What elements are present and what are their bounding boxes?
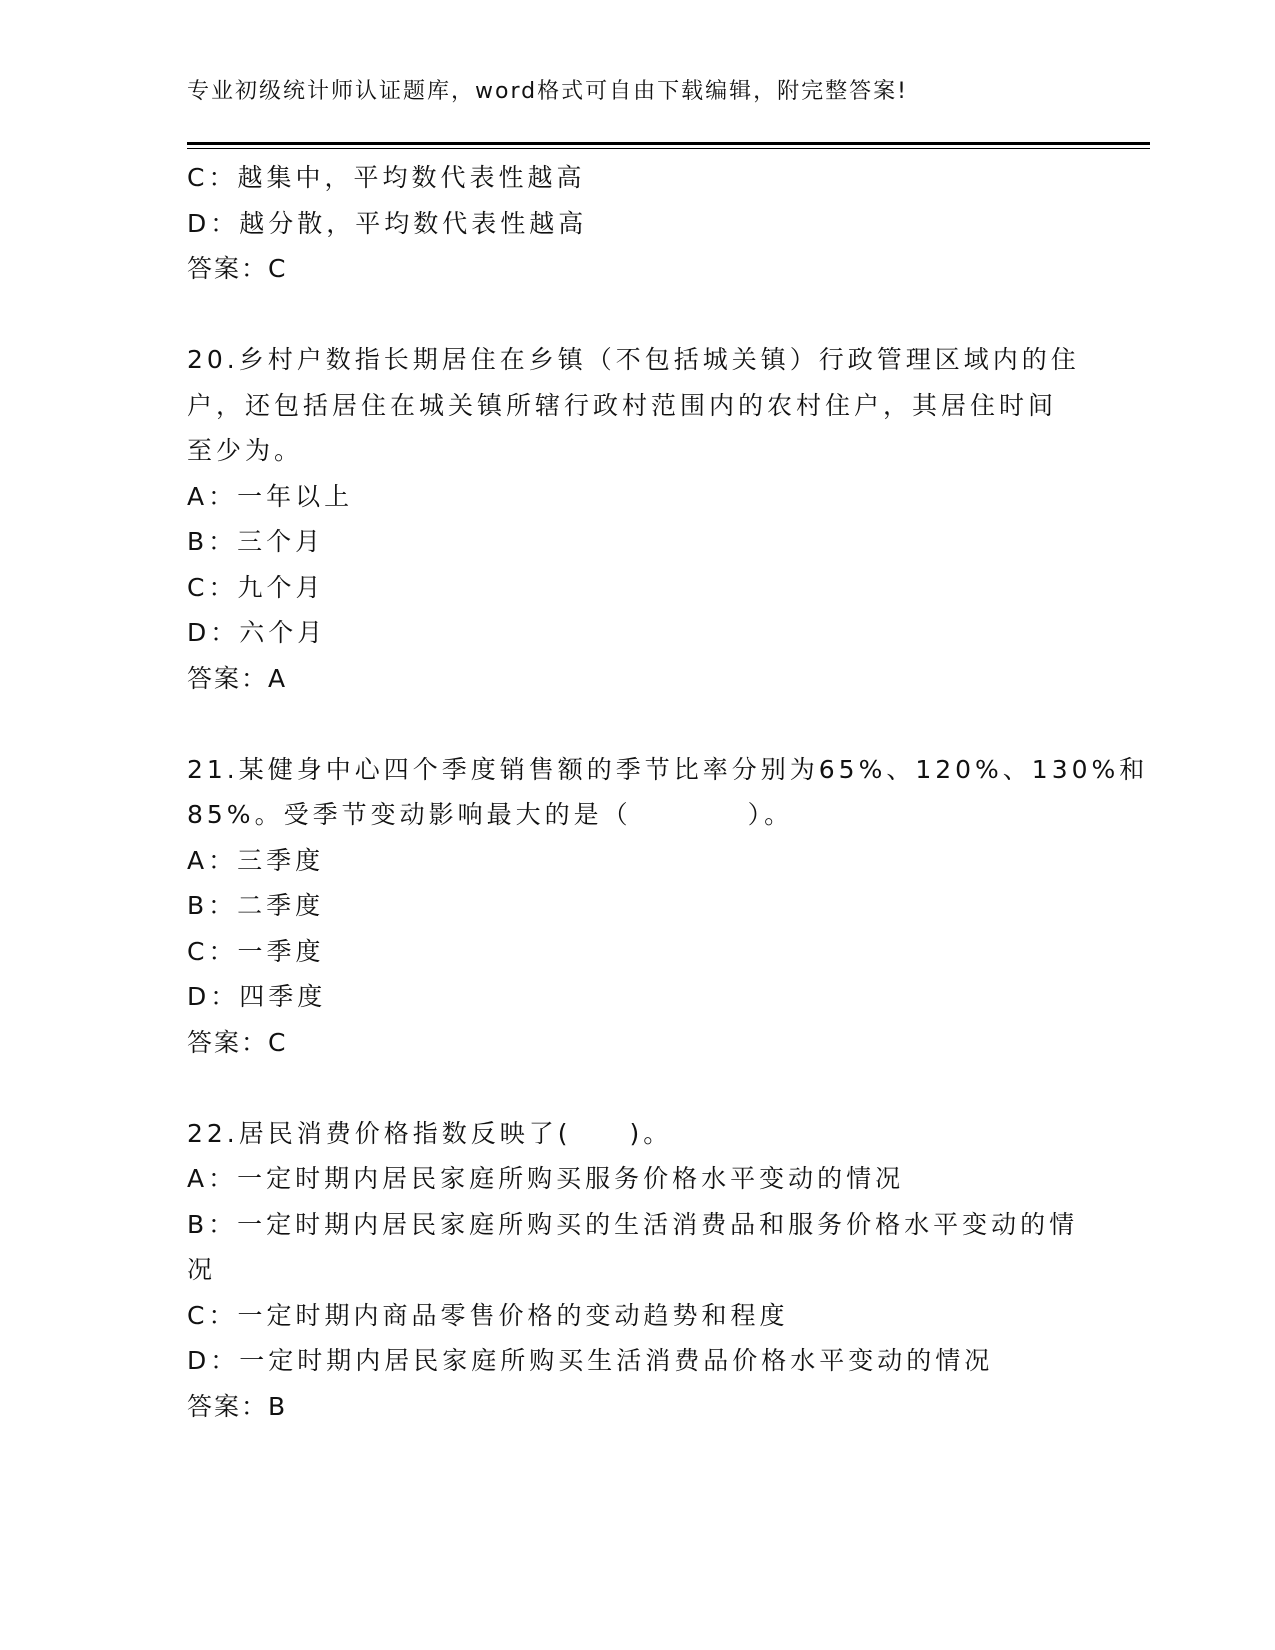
q20-option-a: A：一年以上 xyxy=(187,481,354,511)
q20-answer: 答案：A xyxy=(187,663,288,693)
q22-option-a: A：一定时期内居民家庭所购买服务价格水平变动的情况 xyxy=(187,1164,905,1193)
q21-option-d: D：四季度 xyxy=(187,982,327,1011)
q19-answer: 答案：C xyxy=(187,254,288,283)
question-content xyxy=(187,155,1149,1429)
q22-option-c: C：一定时期内商品零售价格的变动趋势和程度 xyxy=(187,1300,789,1330)
q21-option-a: A：三季度 xyxy=(187,845,325,875)
q20-stem-line-2: 户，还包括居住在城关镇所辖行政村范围内的农村住户，其居住时间 xyxy=(187,390,1058,420)
q22-option-b-line-1: B：一定时期内居民家庭所购买的生活消费品和服务价格水平变动的情 xyxy=(187,1209,1079,1239)
q21-stem-line-2: 85%。受季节变动影响最大的是（ ）。 xyxy=(187,800,794,829)
q21-option-c: C：一季度 xyxy=(187,936,325,966)
q20-stem-line-3: 至少为。 xyxy=(187,436,304,465)
q21-answer: 答案：C xyxy=(187,1027,288,1057)
q22-option-b-line-2: 况 xyxy=(187,1255,217,1284)
header-rule-thin xyxy=(187,148,1150,149)
q19-option-c: C：越集中，平均数代表性越高 xyxy=(187,163,586,192)
q20-option-c: C：九个月 xyxy=(187,572,325,602)
q21-stem-line-1: 21.某健身中心四个季度销售额的季节比率分别为65%、120%、130%和 xyxy=(187,754,1149,784)
q19-option-d: D：越分散，平均数代表性越高 xyxy=(187,208,588,238)
q20-stem-line-1: 20.乡村户数指长期居住在乡镇（不包括城关镇）行政管理区域内的住 xyxy=(187,345,1080,374)
spacer xyxy=(187,292,1087,338)
q22-option-d: D：一定时期内居民家庭所购买生活消费品价格水平变动的情况 xyxy=(187,1346,994,1375)
q20-option-b: B：三个月 xyxy=(187,527,325,556)
spacer xyxy=(187,1065,1087,1111)
q22-stem: 22.居民消费价格指数反映了( )。 xyxy=(187,1118,673,1148)
q20-option-d: D：六个月 xyxy=(187,618,327,647)
q22-answer: 答案：B xyxy=(187,1391,288,1421)
header-rule-thick xyxy=(187,142,1150,145)
q21-option-b: B：二季度 xyxy=(187,891,325,920)
spacer xyxy=(187,701,1087,747)
page-header: 专业初级统计师认证题库，word格式可自由下载编辑，附完整答案! xyxy=(187,79,908,104)
